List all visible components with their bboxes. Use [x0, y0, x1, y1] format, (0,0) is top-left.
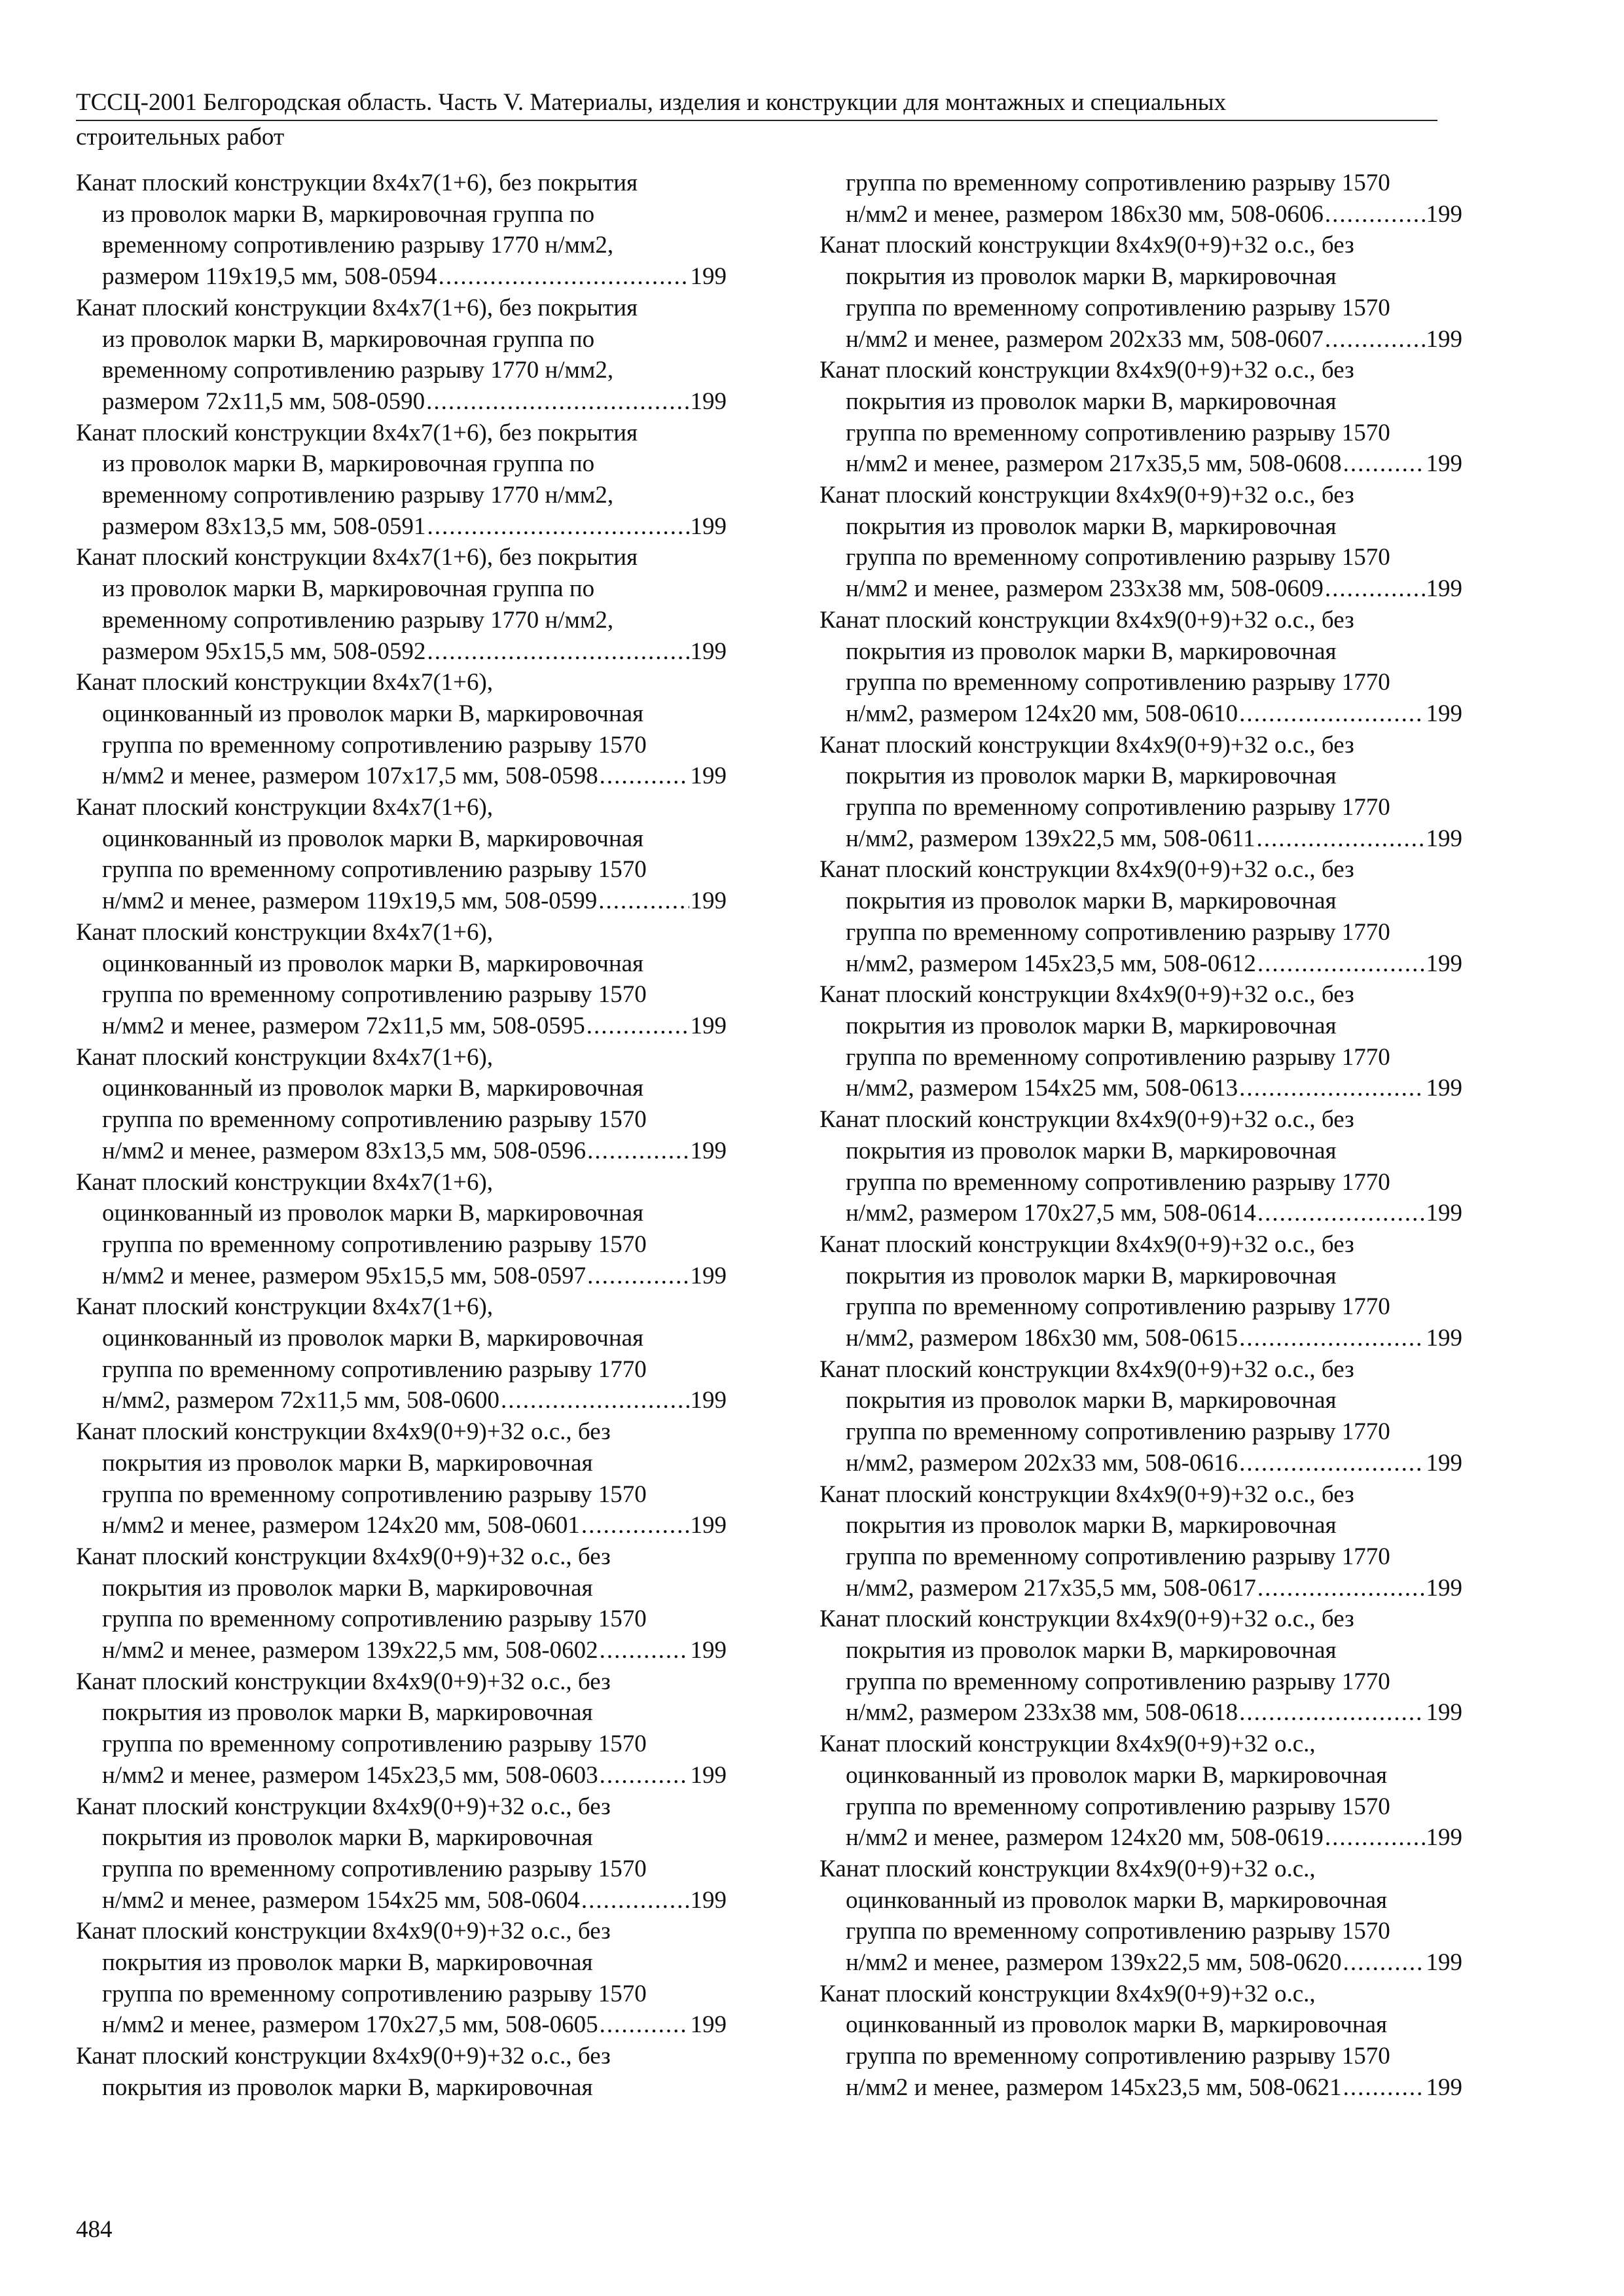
- entry-line: покрытия из проволок марки В, маркировочная: [846, 1387, 1337, 1414]
- entry-line: оцинкованный из проволок марки В, маркировочная: [846, 1761, 1388, 1789]
- entry-line: группа по временному сопротивлению разрыву 1570: [102, 981, 647, 1009]
- index-entry: [820, 480, 1462, 605]
- entry-last-text: н/мм2 и менее, размером 83х13,5 мм, 508-0596: [102, 1137, 586, 1164]
- entry-line-with-page: [76, 386, 727, 418]
- entry-line: покрытия из проволок марки В, маркировочная: [102, 1949, 593, 1977]
- entry-line: Канат плоский конструкции 8х4х9(0+9)+32 о.с., без: [820, 1355, 1354, 1383]
- entry-page-ref: 199: [690, 1262, 727, 1289]
- entry-line: покрытия из проволок марки В, маркировочная: [846, 263, 1337, 291]
- entry-line: Канат плоский конструкции 8х4х7(1+6),: [76, 1293, 494, 1321]
- entry-line: Канат плоский конструкции 8х4х9(0+9)+32 о.с., без: [76, 1793, 611, 1820]
- dot-leader: [1257, 823, 1425, 855]
- entry-line-with-page: [76, 1136, 727, 1167]
- dot-leader: [1239, 1323, 1424, 1354]
- entry-last-text: н/мм2 и менее, размером 95х15,5 мм, 508-0597: [102, 1262, 586, 1289]
- entry-line: группа по временному сопротивлению разрыву 1570: [846, 1793, 1390, 1820]
- entry-last-text: н/мм2 и менее, размером 139х22,5 мм, 508-0620: [846, 1949, 1342, 1977]
- entry-last-text: н/мм2 и менее, размером 119х19,5 мм, 508-0599: [102, 888, 598, 915]
- index-entry: [820, 168, 1462, 230]
- entry-line: покрытия из проволок марки В, маркировочная: [846, 1262, 1337, 1289]
- index-entry: [820, 605, 1462, 730]
- entry-line: Канат плоский конструкции 8х4х9(0+9)+32 о.с., без: [820, 1480, 1354, 1508]
- entry-line: покрытия из проволок марки В, маркировочная: [102, 1574, 593, 1602]
- entry-last-text: н/мм2 и менее, размером 124х20 мм, 508-0619: [846, 1824, 1324, 1852]
- dot-leader: [1343, 2072, 1425, 2104]
- entry-line: оцинкованный из проволок марки В, маркировочная: [102, 1075, 644, 1102]
- dot-leader: [600, 761, 689, 792]
- dot-leader: [1257, 1573, 1425, 1604]
- entry-line: Канат плоский конструкции 8х4х7(1+6), без покрытия: [76, 544, 638, 571]
- entry-last-text: н/мм2 и менее, размером 154х25 мм, 508-0604: [102, 1886, 580, 1914]
- entry-line: покрытия из проволок марки В, маркировочная: [102, 2073, 593, 2101]
- entry-last-text: размером 83х13,5 мм, 508-0591: [102, 512, 426, 540]
- entry-line: Канат плоский конструкции 8х4х9(0+9)+32 о.с.,: [820, 1855, 1316, 1882]
- index-entry: [76, 418, 727, 543]
- index-entry: [820, 230, 1462, 355]
- index-entry: [820, 355, 1462, 480]
- entry-line-with-page: [76, 886, 727, 917]
- dot-leader: [587, 1136, 689, 1167]
- entry-last-text: н/мм2, размером 186х30 мм, 508-0615: [846, 1325, 1238, 1352]
- entry-line: группа по временному сопротивлению разрыву 1570: [102, 731, 647, 759]
- entry-line: Канат плоский конструкции 8х4х7(1+6),: [76, 918, 494, 946]
- entry-page-ref: 199: [1426, 325, 1462, 353]
- entry-last-text: н/мм2 и менее, размером 124х20 мм, 508-0601: [102, 1512, 580, 1539]
- entry-line-with-page: [820, 823, 1462, 855]
- index-entry: [76, 1167, 727, 1292]
- entry-line: группа по временному сопротивлению разрыву 1570: [102, 1230, 647, 1258]
- entry-line: Канат плоский конструкции 8х4х9(0+9)+32 о.с.,: [820, 1731, 1316, 1758]
- entry-page-ref: 199: [1426, 700, 1462, 727]
- entry-line: Канат плоский конструкции 8х4х7(1+6),: [76, 794, 494, 821]
- entry-line: покрытия из проволок марки В, маркировочная: [846, 888, 1337, 915]
- entry-line: Канат плоский конструкции 8х4х9(0+9)+32 о.с., без: [820, 731, 1354, 759]
- dot-leader: [1325, 199, 1425, 230]
- index-column-right: [820, 168, 1462, 2104]
- header-title-line1: ТССЦ-2001 Белгородская область. Часть V. Материалы, изделия и конструкции для монтажных и специальных: [76, 89, 1227, 116]
- running-header: [76, 88, 1437, 152]
- entry-last-text: н/мм2, размером 145х23,5 мм, 508-0612: [846, 950, 1256, 977]
- entry-line: Канат плоский конструкции 8х4х9(0+9)+32 о.с., без: [820, 856, 1354, 884]
- index-entry: [820, 1854, 1462, 1979]
- index-entry: [76, 1042, 727, 1167]
- entry-line-with-page: [820, 2072, 1462, 2104]
- header-rule: [76, 120, 1437, 121]
- index-entry: [76, 1916, 727, 2041]
- entry-page-ref: 199: [690, 888, 727, 915]
- dot-leader: [1325, 1822, 1425, 1854]
- entry-line-with-page: [76, 2009, 727, 2041]
- entry-line-with-page: [820, 698, 1462, 730]
- entry-line: Канат плоский конструкции 8х4х7(1+6), без покрытия: [76, 294, 638, 321]
- entry-line-with-page: [820, 1947, 1462, 1979]
- dot-leader: [1239, 1697, 1424, 1729]
- entry-line: оцинкованный из проволок марки В, маркировочная: [102, 950, 644, 977]
- entry-line: Канат плоский конструкции 8х4х9(0+9)+32 о.с.,: [820, 1980, 1316, 2007]
- dot-leader: [1325, 573, 1425, 605]
- index-entry: [820, 1354, 1462, 1479]
- dot-leader: [501, 1385, 689, 1416]
- entry-last-text: н/мм2, размером 170х27,5 мм, 508-0614: [846, 1200, 1256, 1227]
- entry-last-text: н/мм2 и менее, размером 107х17,5 мм, 508-0598: [102, 762, 598, 790]
- entry-line: Канат плоский конструкции 8х4х9(0+9)+32 о.с., без: [820, 1106, 1354, 1134]
- entry-line: группа по временному сопротивлению разрыву 1570: [102, 1731, 647, 1758]
- entry-line: группа по временному сопротивлению разрыву 1570: [102, 856, 647, 884]
- dot-leader: [427, 511, 689, 543]
- entry-line-with-page: [820, 199, 1462, 230]
- entry-last-text: н/мм2 и менее, размером 145х23,5 мм, 508-0621: [846, 2073, 1342, 2101]
- entry-line-with-page: [76, 1011, 727, 1042]
- dot-leader: [600, 1635, 689, 1666]
- entry-page-ref: 199: [1426, 450, 1462, 478]
- entry-line: группа по временному сопротивлению разрыву 1570: [846, 544, 1390, 571]
- entry-page-ref: 199: [1426, 2073, 1462, 2101]
- entry-line: группа по временному сопротивлению разрыву 1570: [846, 170, 1390, 196]
- entry-line: Канат плоский конструкции 8х4х9(0+9)+32 о.с., без: [76, 1543, 611, 1570]
- entry-page-ref: 199: [690, 263, 727, 291]
- index-entry: [820, 1479, 1462, 1604]
- entry-page-ref: 199: [690, 1886, 727, 1914]
- entry-line: временному сопротивлению разрыву 1770 н/мм2,: [102, 606, 614, 634]
- index-entry: [76, 667, 727, 792]
- entry-line: группа по временному сопротивлению разрыву 1570: [102, 1106, 647, 1134]
- entry-line-with-page: [76, 1385, 727, 1416]
- entry-page-ref: 199: [1426, 825, 1462, 852]
- entry-line: группа по временному сопротивлению разрыву 1570: [846, 294, 1390, 321]
- entry-line-with-page: [820, 1448, 1462, 1479]
- entry-line: Канат плоский конструкции 8х4х7(1+6),: [76, 1043, 494, 1071]
- dot-leader: [426, 386, 689, 418]
- entry-line: группа по временному сопротивлению разрыву 1570: [102, 1855, 647, 1882]
- entry-line: покрытия из проволок марки В, маркировочная: [846, 1637, 1337, 1664]
- entry-line: из проволок марки В, маркировочная группа по: [102, 575, 595, 603]
- entry-line: из проволок марки В, маркировочная группа по: [102, 450, 595, 478]
- entry-line: группа по временному сопротивлению разрыву 1570: [102, 1480, 647, 1508]
- entry-line: Канат плоский конструкции 8х4х9(0+9)+32 о.с., без: [820, 1605, 1354, 1633]
- dot-leader: [1239, 1448, 1424, 1479]
- dot-leader: [581, 1510, 689, 1541]
- index-entry: [76, 1666, 727, 1791]
- index-entry: [820, 854, 1462, 979]
- dot-leader: [1343, 448, 1425, 480]
- entry-page-ref: 199: [690, 1012, 727, 1039]
- entry-line: группа по временному сопротивлению разрыву 1770: [846, 1418, 1390, 1446]
- index-entry: [76, 2041, 727, 2103]
- entry-line: покрытия из проволок марки В, маркировочная: [102, 1699, 593, 1727]
- entry-page-ref: 199: [690, 387, 727, 415]
- entry-last-text: н/мм2, размером 139х22,5 мм, 508-0611: [846, 825, 1255, 852]
- entry-line-with-page: [820, 448, 1462, 480]
- entry-line: Канат плоский конструкции 8х4х7(1+6), без покрытия: [76, 419, 638, 446]
- index-entry: [820, 1979, 1462, 2104]
- entry-line: группа по временному сопротивлению разрыву 1770: [846, 1168, 1390, 1196]
- entry-line-with-page: [820, 324, 1462, 355]
- entry-line: из проволок марки В, маркировочная группа по: [102, 325, 595, 353]
- entry-line: группа по временному сопротивлению разрыву 1770: [846, 1293, 1390, 1321]
- entry-last-text: н/мм2 и менее, размером 233х38 мм, 508-0609: [846, 575, 1324, 603]
- dot-leader: [1343, 1947, 1425, 1979]
- entry-line-with-page: [820, 948, 1462, 980]
- dot-leader: [598, 886, 689, 917]
- entry-line: Канат плоский конструкции 8х4х9(0+9)+32 о.с., без: [820, 981, 1354, 1009]
- entry-line: Канат плоский конструкции 8х4х9(0+9)+32 о.с., без: [820, 606, 1354, 634]
- entry-page-ref: 199: [1426, 1449, 1462, 1477]
- entry-line: группа по временному сопротивлению разрыву 1570: [102, 1980, 647, 2007]
- entry-line: группа по временному сопротивлению разрыву 1570: [846, 1918, 1390, 1945]
- entry-line: группа по временному сопротивлению разрыву 1770: [846, 669, 1390, 696]
- entry-line-with-page: [820, 1573, 1462, 1604]
- entry-page-ref: 199: [1426, 950, 1462, 977]
- entry-page-ref: 199: [690, 2011, 727, 2039]
- entry-line: покрытия из проволок марки В, маркировочная: [102, 1824, 593, 1852]
- entry-page-ref: 199: [1426, 1325, 1462, 1352]
- entry-line: Канат плоский конструкции 8х4х9(0+9)+32 о.с., без: [820, 232, 1354, 259]
- entry-line: группа по временному сопротивлению разрыву 1770: [846, 1043, 1390, 1071]
- entry-page-ref: 199: [690, 1637, 727, 1664]
- entry-line: покрытия из проволок марки В, маркировочная: [846, 1137, 1337, 1164]
- entry-page-ref: 199: [690, 1761, 727, 1789]
- entry-line: Канат плоский конструкции 8х4х7(1+6),: [76, 1168, 494, 1196]
- entry-line: временному сопротивлению разрыву 1770 н/мм2,: [102, 357, 614, 384]
- entry-page-ref: 199: [690, 637, 727, 665]
- entry-page-ref: 199: [690, 1387, 727, 1414]
- entry-line: группа по временному сопротивлению разрыву 1570: [846, 2043, 1390, 2070]
- entry-line: Канат плоский конструкции 8х4х9(0+9)+32 о.с., без: [76, 1918, 611, 1945]
- entry-page-ref: 199: [1426, 1075, 1462, 1102]
- entry-last-text: н/мм2, размером 217х35,5 мм, 508-0617: [846, 1574, 1256, 1602]
- entry-page-ref: 199: [1426, 1949, 1462, 1977]
- entry-line: группа по временному сопротивлению разрыву 1570: [846, 419, 1390, 446]
- index-entry: [76, 792, 727, 917]
- entry-line: из проволок марки В, маркировочная группа по: [102, 200, 595, 228]
- entry-page-ref: 199: [1426, 200, 1462, 228]
- entry-line: оцинкованный из проволок марки В, маркировочная: [102, 700, 644, 727]
- entry-last-text: размером 119х19,5 мм, 508-0594: [102, 263, 437, 291]
- entry-line: Канат плоский конструкции 8х4х9(0+9)+32 о.с., без: [76, 1418, 611, 1446]
- dot-leader: [1239, 1073, 1424, 1104]
- entry-last-text: н/мм2, размером 124х20 мм, 508-0610: [846, 700, 1238, 727]
- index-entry: [820, 1104, 1462, 1229]
- entry-last-text: н/мм2, размером 72х11,5 мм, 508-0600: [102, 1387, 499, 1414]
- index-entry: [76, 1541, 727, 1666]
- index-entry: [76, 1791, 727, 1916]
- dot-leader: [581, 1885, 689, 1916]
- entry-line: покрытия из проволок марки В, маркировочная: [846, 637, 1337, 665]
- entry-page-ref: 199: [1426, 1824, 1462, 1852]
- entry-line: группа по временному сопротивлению разрыву 1770: [846, 794, 1390, 821]
- entry-line: оцинкованный из проволок марки В, маркировочная: [846, 2011, 1388, 2039]
- entry-line: группа по временному сопротивлению разрыву 1570: [102, 1605, 647, 1633]
- index-entry: [76, 293, 727, 418]
- entry-line-with-page: [76, 636, 727, 668]
- dot-leader: [586, 1011, 689, 1042]
- entry-line: Канат плоский конструкции 8х4х9(0+9)+32 о.с., без: [76, 1668, 611, 1695]
- dot-leader: [1257, 948, 1425, 980]
- entry-line: оцинкованный из проволок марки В, маркировочная: [102, 1325, 644, 1352]
- entry-line: Канат плоский конструкции 8х4х9(0+9)+32 о.с., без: [820, 482, 1354, 509]
- entry-line: Канат плоский конструкции 8х4х9(0+9)+32 о.с., без: [76, 2043, 611, 2070]
- entry-last-text: н/мм2 и менее, размером 145х23,5 мм, 508-0603: [102, 1761, 598, 1789]
- entry-line: временному сопротивлению разрыву 1770 н/мм2,: [102, 232, 614, 259]
- dot-leader: [600, 1760, 689, 1791]
- page-number: 484: [76, 2216, 113, 2243]
- entry-line: временному сопротивлению разрыву 1770 н/мм2,: [102, 482, 614, 509]
- entry-page-ref: 199: [1426, 575, 1462, 603]
- dot-leader: [600, 2009, 689, 2041]
- entry-line: Канат плоский конструкции 8х4х7(1+6),: [76, 669, 494, 696]
- entry-last-text: н/мм2 и менее, размером 202х33 мм, 508-0607: [846, 325, 1324, 353]
- index-entry: [820, 1229, 1462, 1354]
- header-title-line2: строительных работ: [76, 124, 285, 151]
- entry-last-text: н/мм2 и менее, размером 170х27,5 мм, 508-0605: [102, 2011, 598, 2039]
- entry-line: покрытия из проволок марки В, маркировочная: [846, 387, 1337, 415]
- entry-page-ref: 199: [1426, 1699, 1462, 1727]
- index-entry: [76, 1291, 727, 1416]
- entry-line: Канат плоский конструкции 8х4х9(0+9)+32 о.с., без: [820, 1230, 1354, 1258]
- entry-page-ref: 199: [690, 1512, 727, 1539]
- entry-line-with-page: [76, 1261, 727, 1292]
- dot-leader: [439, 261, 689, 293]
- entry-line-with-page: [76, 761, 727, 792]
- entry-page-ref: 199: [1426, 1574, 1462, 1602]
- index-entry: [820, 979, 1462, 1104]
- entry-line: Канат плоский конструкции 8х4х9(0+9)+32 о.с., без: [820, 357, 1354, 384]
- entry-line: покрытия из проволок марки В, маркировочная: [102, 1449, 593, 1477]
- entry-line: группа по временному сопротивлению разрыву 1770: [846, 1543, 1390, 1570]
- entry-last-text: н/мм2 и менее, размером 217х35,5 мм, 508-0608: [846, 450, 1342, 478]
- entry-line-with-page: [76, 1635, 727, 1666]
- dot-leader: [587, 1261, 689, 1292]
- entry-last-text: размером 95х15,5 мм, 508-0592: [102, 637, 426, 665]
- entry-last-text: размером 72х11,5 мм, 508-0590: [102, 387, 425, 415]
- index-column-left: [76, 168, 727, 2104]
- entry-line: покрытия из проволок марки В, маркировочная: [846, 762, 1337, 790]
- index-entry: [76, 917, 727, 1042]
- index-entry: [76, 542, 727, 667]
- entry-line: покрытия из проволок марки В, маркировочная: [846, 512, 1337, 540]
- entry-line-with-page: [76, 1510, 727, 1541]
- entry-last-text: н/мм2, размером 202х33 мм, 508-0616: [846, 1449, 1238, 1477]
- dot-leader: [1257, 1198, 1425, 1229]
- entry-line: покрытия из проволок марки В, маркировочная: [846, 1012, 1337, 1039]
- index-entry: [76, 1416, 727, 1541]
- entry-line: оцинкованный из проволок марки В, маркировочная: [102, 1200, 644, 1227]
- entry-last-text: н/мм2 и менее, размером 72х11,5 мм, 508-0595: [102, 1012, 585, 1039]
- entry-line: группа по временному сопротивлению разрыву 1770: [102, 1355, 647, 1383]
- entry-page-ref: 199: [690, 1137, 727, 1164]
- entry-line: группа по временному сопротивлению разрыву 1770: [846, 1668, 1390, 1695]
- entry-line-with-page: [820, 1323, 1462, 1354]
- index-entry: [820, 1604, 1462, 1729]
- entry-line: покрытия из проволок марки В, маркировочная: [846, 1512, 1337, 1539]
- entry-line: оцинкованный из проволок марки В, маркировочная: [102, 825, 644, 852]
- entry-last-text: н/мм2, размером 154х25 мм, 508-0613: [846, 1075, 1238, 1102]
- entry-line-with-page: [820, 1822, 1462, 1854]
- entry-line-with-page: [820, 1198, 1462, 1229]
- entry-line: группа по временному сопротивлению разрыву 1770: [846, 918, 1390, 946]
- entry-page-ref: 199: [690, 512, 727, 540]
- entry-line: Канат плоский конструкции 8х4х7(1+6), без покрытия: [76, 170, 638, 196]
- entry-line-with-page: [820, 573, 1462, 605]
- entry-line-with-page: [76, 511, 727, 543]
- entry-page-ref: 199: [1426, 1200, 1462, 1227]
- index-entry: [820, 730, 1462, 855]
- dot-leader: [427, 636, 689, 668]
- entry-last-text: н/мм2, размером 233х38 мм, 508-0618: [846, 1699, 1238, 1727]
- dot-leader: [1325, 324, 1425, 355]
- dot-leader: [1239, 698, 1424, 730]
- index-entry: [76, 168, 727, 293]
- entry-page-ref: 199: [690, 762, 727, 790]
- entry-line: оцинкованный из проволок марки В, маркировочная: [846, 1886, 1388, 1914]
- entry-line-with-page: [76, 1885, 727, 1916]
- entry-line-with-page: [820, 1697, 1462, 1729]
- entry-last-text: н/мм2 и менее, размером 186х30 мм, 508-0606: [846, 200, 1324, 228]
- entry-line-with-page: [820, 1073, 1462, 1104]
- entry-line-with-page: [76, 261, 727, 293]
- index-entry: [820, 1729, 1462, 1854]
- entry-last-text: н/мм2 и менее, размером 139х22,5 мм, 508-0602: [102, 1637, 598, 1664]
- entry-line-with-page: [76, 1760, 727, 1791]
